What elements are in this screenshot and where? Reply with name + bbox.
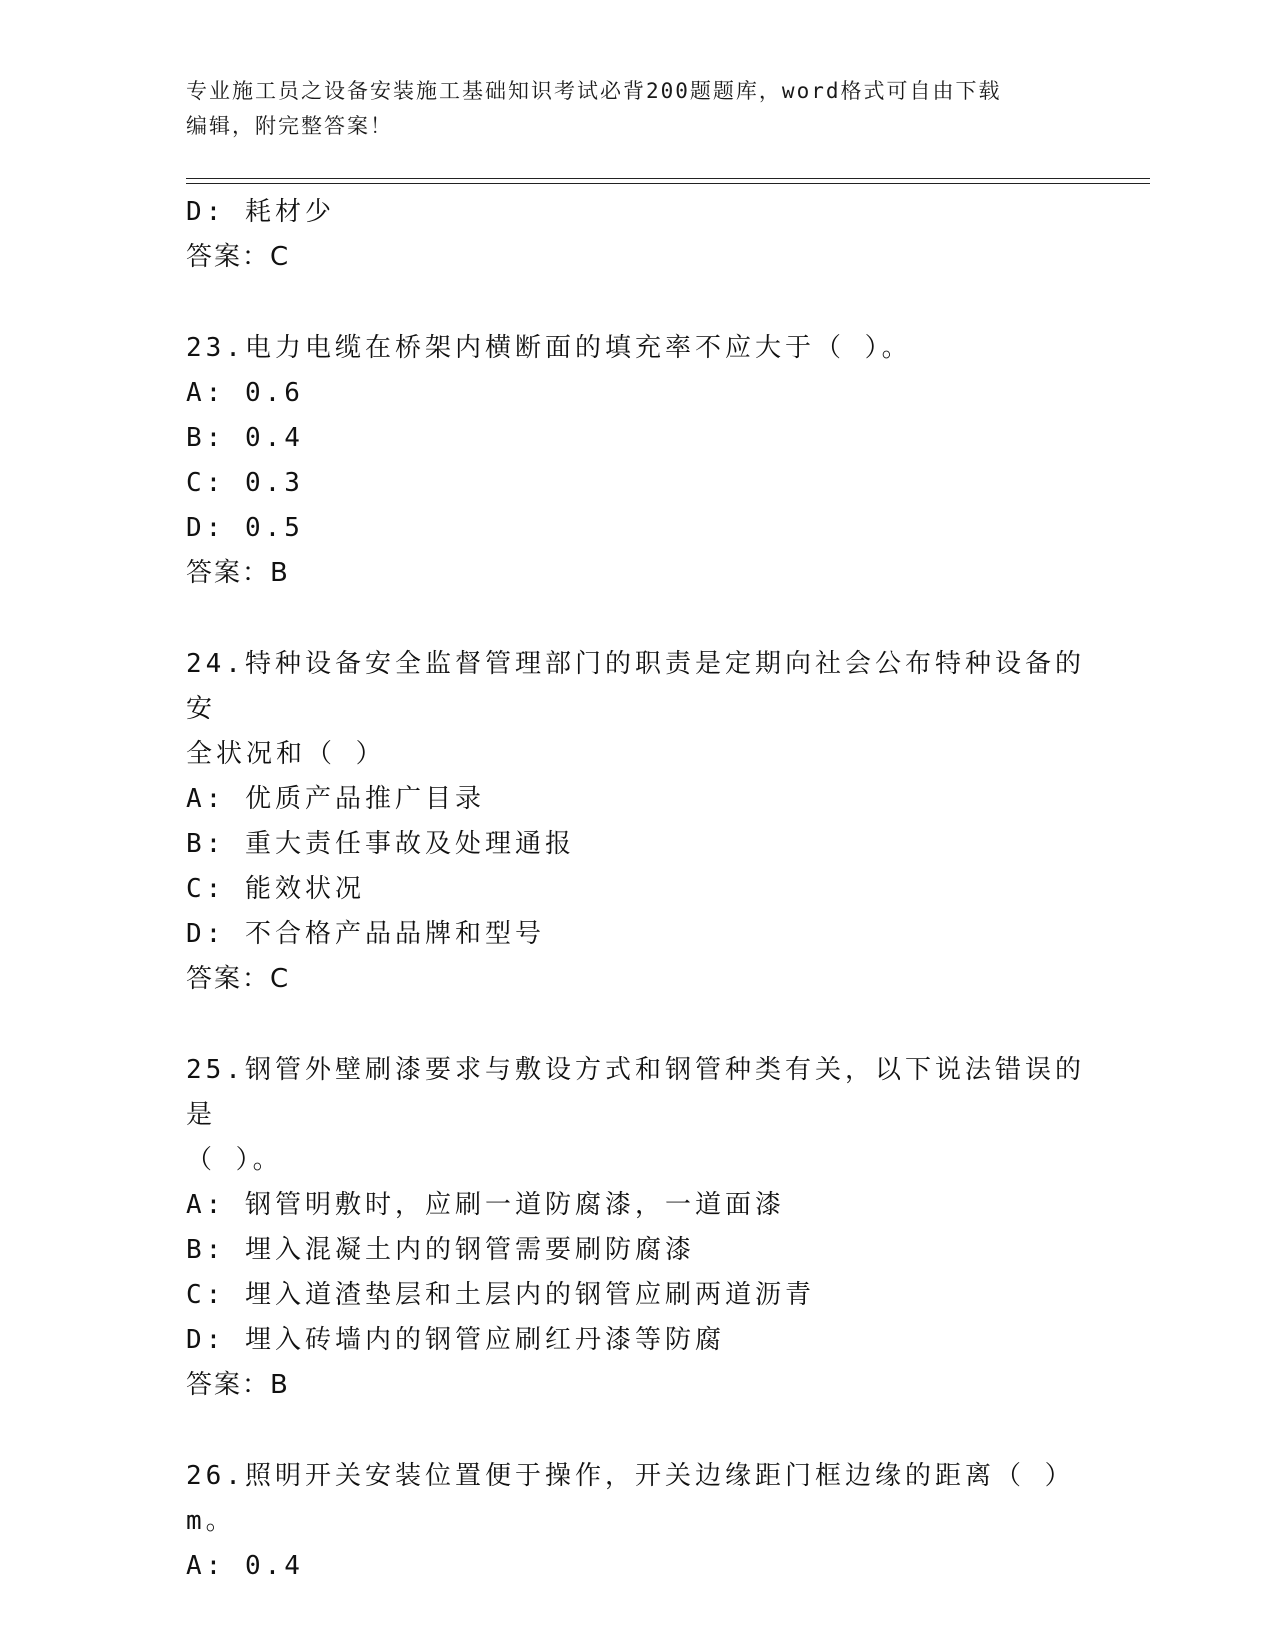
question-23-option-a: A: 0.6 [186,378,304,408]
question-24-answer: 答案：C [186,964,291,994]
question-25-text-line-1: 25.钢管外壁刷漆要求与敷设方式和钢管种类有关，以下说法错误的是 [186,1055,1085,1130]
header-line-1: 专业施工员之设备安装施工基础知识考试必背200题题库，word格式可自由下载 [186,79,1002,103]
question-26 [186,1454,1086,1589]
question-26-text: 26.照明开关安装位置便于操作，开关边缘距门框边缘的距离（ ）m。 [186,1461,1075,1536]
prev-option-d: D: 耗材少 [186,197,335,227]
question-24-option-c: C: 能效状况 [186,874,365,904]
header-divider-bottom [186,183,1150,184]
question-25-option-b: B: 埋入混凝土内的钢管需要刷防腐漆 [186,1235,695,1265]
question-24-option-a: A: 优质产品推广目录 [186,784,485,814]
question-24 [186,642,1086,1002]
header-line-2: 编辑，附完整答案！ [186,114,393,138]
question-25-text-line-2: （ ）。 [186,1145,283,1175]
header-divider-top [186,178,1150,179]
question-23 [186,326,1086,596]
question-24-text-line-1: 24.特种设备安全监督管理部门的职责是定期向社会公布特种设备的安 [186,649,1085,724]
question-24-option-d: D: 不合格产品品牌和型号 [186,919,545,949]
question-23-option-c: C: 0.3 [186,468,304,498]
question-26-option-a: A: 0.4 [186,1551,304,1581]
question-23-option-d: D: 0.5 [186,513,304,543]
question-25 [186,1048,1086,1408]
question-25-option-d: D: 埋入砖墙内的钢管应刷红丹漆等防腐 [186,1325,725,1355]
question-25-answer: 答案：B [186,1370,290,1400]
question-25-option-c: C: 埋入道渣垫层和土层内的钢管应刷两道沥青 [186,1280,815,1310]
question-24-option-b: B: 重大责任事故及处理通报 [186,829,575,859]
question-23-text: 23.电力电缆在桥架内横断面的填充率不应大于（ ）。 [186,333,912,363]
question-24-text-line-2: 全状况和（ ） [186,739,386,769]
prev-answer: 答案：C [186,242,291,272]
question-25-option-a: A: 钢管明敷时，应刷一道防腐漆，一道面漆 [186,1190,785,1220]
page-header [186,74,1066,144]
question-23-answer: 答案：B [186,558,290,588]
question-list [186,190,1086,1589]
question-23-option-b: B: 0.4 [186,423,304,453]
